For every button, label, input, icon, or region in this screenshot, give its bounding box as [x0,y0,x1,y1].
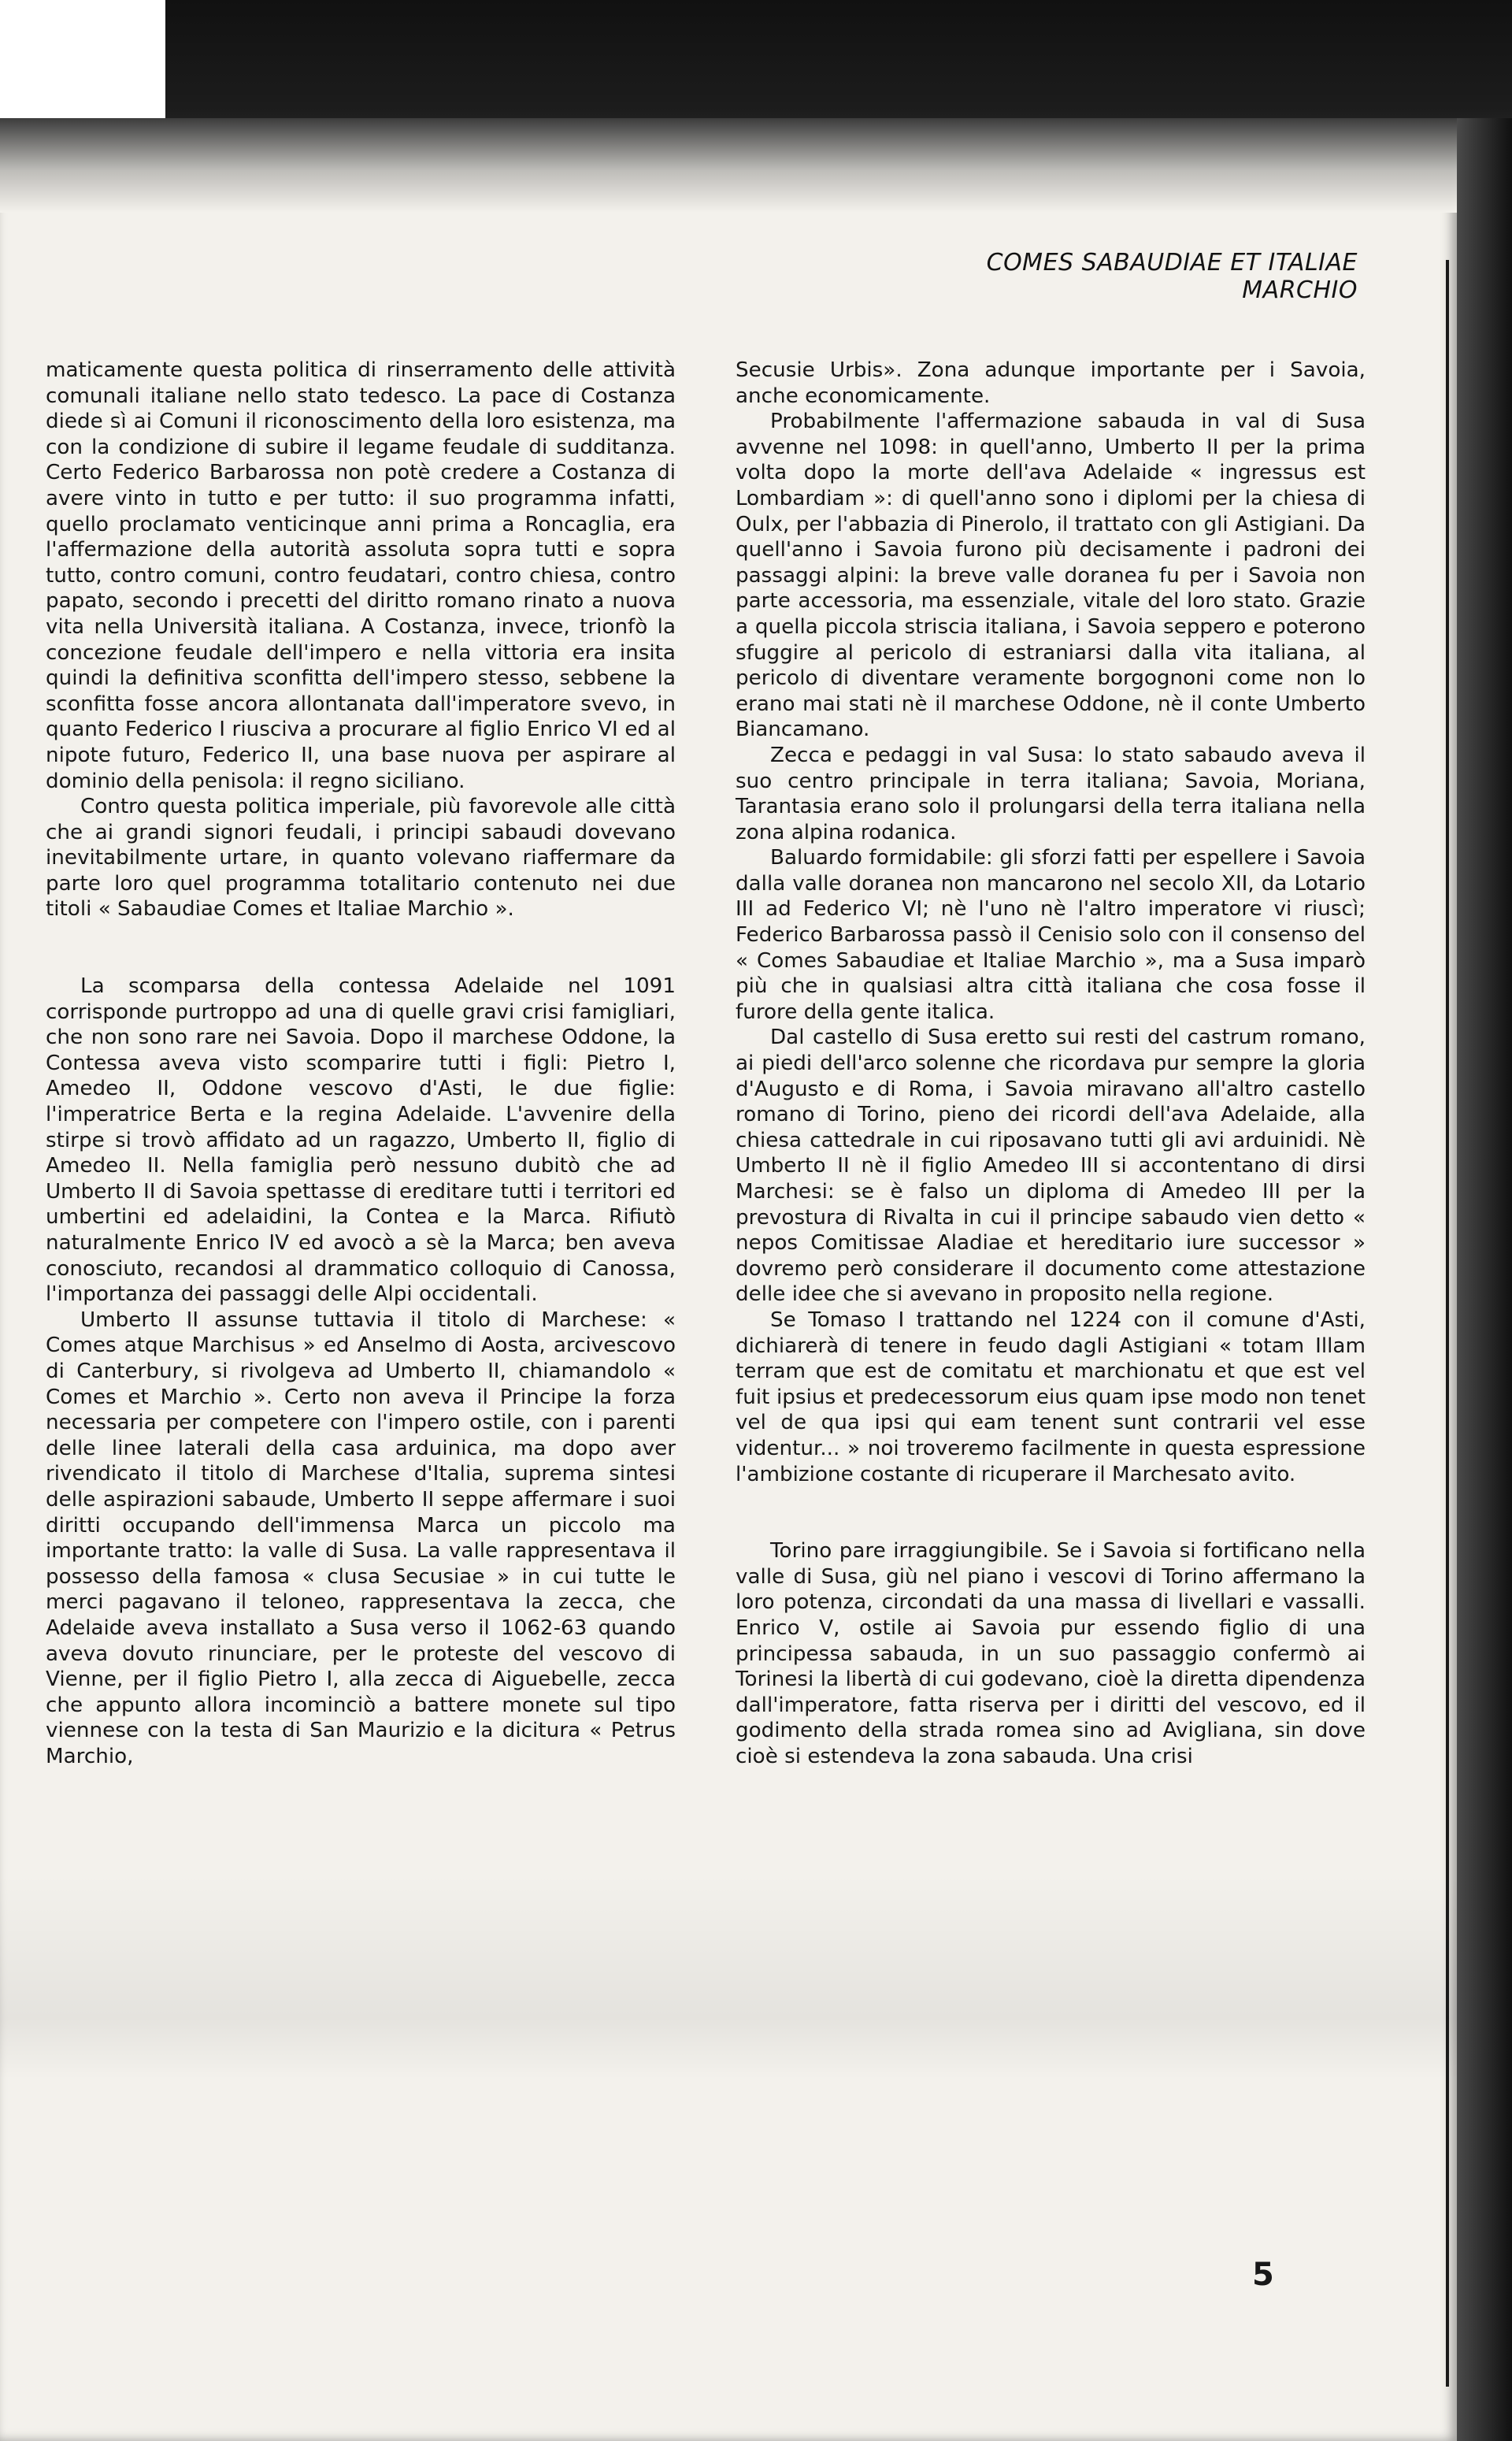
paragraph: Probabilmente l'affermazione sabauda in val di Susa avvenne nel 1098: in quell'anno, Umberto II per la prima volta dopo la morte dell'ava Adelaide « ingressus est Lombardiam »: di quell'anno sono i diplomi per la chiesa di Oulx, per l'abbazia di Pinerolo, il trattato con gli Astigiani. Da quell'anno i Savoia furono più decisamente i padroni dei passaggi alpini: la breve valle doranea fu per i Savoia non parte accessoria, ma essenziale, vitale del loro stato. Grazie a quella piccola striscia italiana, i Savoia seppero e poterono sfuggire al pericolo di estraniarsi dalla vita italiana, al pericolo di diventare veramente borgognoni come non lo erano mai stati nè il marchese Oddone, nè il conte Umberto Biancamano. [736,410,1366,742]
right-column [736,358,1366,1769]
scan-right-edge [1457,118,1512,2441]
left-column [46,358,676,1769]
paragraph: Dal castello di Susa eretto sui resti del castrum romano, ai piedi dell'arco solenne che ricordava pur sempre la gloria d'Augusto e di Roma, i Savoia miravano all'altro castello romano di Torino, pieno dei ricordi dell'ava Adelaide, alla chiesa cattedrale in cui riposavano tutti gli avi arduinidi. Nè Umberto II nè il figlio Amedeo III si accontentano di dirsi Marchesi: se è falso un diploma di Amedeo III per la prevostura di Rivalta in cui il principe sabaudo vien detto « nepos Comitissae Aladiae et hereditario iure successor » dovremo però considerare il documento come attestazione delle idee che si avevano in proposito nella regione. [736,1026,1366,1307]
paragraph: Se Tomaso I trattando nel 1224 con il comune d'Asti, dichiarerà di tenere in feudo dagli Astigiani « totam Illam terram que est de comitatu et marchionatu et que est vel fuit ipsius et predecessorum eius quam ipse modo non tenet vel de qua ipsi qui eam tenent sunt contrarii vel esse videntur... » noi troveremo facilmente in questa espressione l'ambizione costante di ricuperare il Marchesato avito. [736,1308,1366,1486]
paragraph: maticamente questa politica di rinserramento delle attività comunali italiane nello stato tedesco. La pace di Costanza diede sì ai Comuni il riconoscimento della loro esistenza, ma con la condizione di subire il legame feudale di sudditanza. Certo Federico Barbarossa non potè credere a Costanza di avere vinto in tutto e per tutto: il suo programma infatti, quello proclamato venticinque anni prima a Roncaglia, era l'affermazione della autorità assoluta sopra tutti e sopra tutto, contro comuni, contro feudatari, contro chiesa, contro papato, secondo i precetti del diritto romano rinato a nuova vita nella Università italiana. A Costanza, invece, trionfò la concezione feudale dell'impero e nella vittoria era insita quindi la definitiva sconfitta dell'impero stesso, sebbene la sconfitta fosse ancora allontanata dall'imperatore svevo, in quanto Federico I riusciva a procurare al figlio Enrico VI ed al nipote futuro, Federico II, una base nuova per aspirare al dominio della penisola: il regno siciliano. [46,358,676,793]
paragraph: Baluardo formidabile: gli sforzi fatti per espellere i Savoia dalla valle doranea non mancarono nel secolo XII, da Lotario III ad Federico VI; nè l'uno nè l'altro imperatore vi riuscì; Federico Barbarossa passò il Cenisio solo con il consenso del « Comes Sabaudiae et Italiae Marchio », ma a Susa imparò più che in qualsiasi altra città italiana che cosa fosse il furore della gente italica. [736,846,1366,1024]
paragraph: Contro questa politica imperiale, più favorevole alle città che ai grandi signori feudali, i principi sabaudi dovevano inevitabilmente urtare, in quanto volevano riaffermare da parte loro quel programma totalitario contenuto nei due titoli « Sabaudiae Comes et Italiae Marchio ». [46,795,676,922]
running-head: COMES SABAUDIAE ET ITALIAE MARCHIO [986,249,1358,304]
section-gap [46,922,676,974]
page-edge-rule [1446,260,1449,2387]
paragraph: Zecca e pedaggi in val Susa: lo stato sabaudo aveva il suo centro principale in terra italiana; Savoia, Moriana, Tarantasia erano solo il prolungarsi della terra italiana nella zona alpina rodanica. [736,743,1366,844]
paragraph: Torino pare irraggiungibile. Se i Savoia si fortificano nella valle di Susa, giù nel piano i vescovi di Torino affermano la loro potenza, circondati da una massa di livellari e vassalli. Enrico V, ostile ai Savoia pur essendo figlio di una principessa sabauda, in un suo passaggio confermò ai Torinesi la libertà di cui godevano, cioè la diretta dipendenza dall'imperatore, fatta riserva per i diritti del vescovo, ed il godimento della strada romea sino ad Avigliana, sin dove cioè si estendeva la zona sabauda. Una crisi [736,1539,1366,1768]
page-number: 5 [1252,2257,1274,2293]
paragraph: Secusie Urbis». Zona adunque importante per i Savoia, anche economicamente. [736,358,1366,408]
paragraph: Umberto II assunse tuttavia il titolo di Marchese: « Comes atque Marchisus » ed Anselmo di Aosta, arcivescovo di Canterbury, si rivolgeva ad Umberto II, chiamandolo « Comes et Marchio ». Certo non aveva il Principe la forza necessaria per competere con l'impero ostile, con i parenti delle linee laterali della casa arduinica, ma dopo aver rivendicato il titolo di Marchese d'Italia, suprema sintesi delle aspirazioni sabaude, Umberto II seppe affermare i suoi diritti occupando dell'immensa Marca un piccolo ma importante tratto: la valle di Susa. La valle rappresentava il possesso della famosa « clusa Secusiae » in cui tutte le merci pagavano il teloneo, rappresentava la zecca, che Adelaide aveva installato a Susa verso il 1062-63 quando aveva dovuto rinunciare, per le proteste del vescovo di Vienne, per il figlio Pietro I, alla zecca di Aiguebelle, zecca che appunto allora incominciò a battere monete sul tipo viennese con la testa di San Maurizio e la dicitura « Petrus Marchio, [46,1308,676,1768]
paragraph: La scomparsa della contessa Adelaide nel 1091 corrisponde purtroppo ad una di quelle gravi crisi famigliari, che non sono rare nei Savoia. Dopo il marchese Oddone, la Contessa aveva visto scomparire tutti i figli: Pietro I, Amedeo II, Oddone vescovo d'Asti, le due figlie: l'imperatrice Berta e la regina Adelaide. L'avvenire della stirpe si trovò affidato ad un ragazzo, Umberto II, figlio di Amedeo II. Nella famiglia però nessuno dubitò che ad Umberto II di Savoia spettasse di ereditare tutti i territori ed umbertini ed adelaidini, la Contea e la Marca. Rifiutò naturalmente Enrico IV ed avocò a sè la Marca; ben aveva conosciuto, recandosi al drammatico colloquio di Canossa, l'importanza dei passaggi delle Alpi occidentali. [46,974,676,1307]
section-gap [736,1487,1366,1538]
